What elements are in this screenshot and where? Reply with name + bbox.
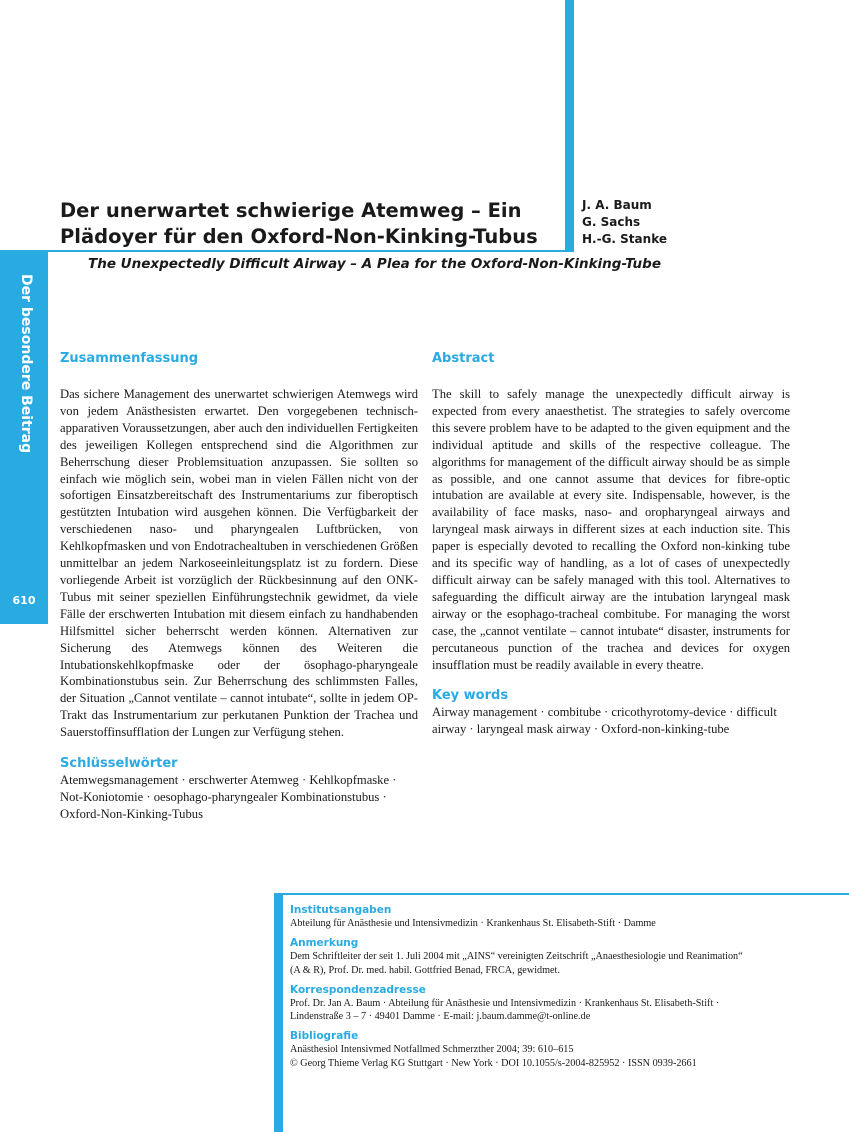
section-side-tab-label: Der besondere Beitrag xyxy=(18,274,34,454)
english-abstract-column xyxy=(432,350,790,738)
note-line: Dem Schriftleiter der seit 1. Juli 2004 mit „AINS“ vereinigten Zeitschrift „Anaesthesiologie und Reanimation“ xyxy=(290,951,743,963)
correspondence-line: Lindenstraße 3 – 7 · 49401 Damme · E-mail: j.baum.damme@t-online.de xyxy=(290,1011,591,1023)
bibliography-heading: Bibliografie xyxy=(290,1030,359,1043)
german-abstract-body: Das sichere Management des unerwartet schwierigen Atemwegs wird von jedem Anästhesisten erwartet. Den vorgegebenen technisch-apparativen Voraussetzungen, aber auch den individuellen Fertigkeiten des jeweiligen Kollegen entsprechend sind die Algorithmen zur Beherrschung dieser Problemsituation anzupassen. Sie sollten so einfach wie möglich sein, wobei man in vielen Fällen nicht von der sofortigen Einsatzbereitschaft des Instrumentariums zur fiberoptisch gestützten Intubation wird ausgehen können. Die Verfügbarkeit der verschiedenen naso- und pharyngealen Luftbrücken, von Kehlkopfmasken und von Endotrachealtuben in verschiedenen Größen unmittelbar an jedem Narkoseeinleitungsplatz ist zu fordern. Diese vorliegende Arbeit ist vorzüglich der Rückbesinnung auf den ONK-Tubus mit seiner speziellen Einführungstechnik gewidmet, da viele Fälle der erschwerten Intubation mit diesem einfach zu handhabenden Hilfsmittel sicher beherrscht werden können. Alternativen zur Sicherung des Atemwegs können des Weiteren die Intubationskehlkopfmaske oder der ösophago-pharyngeale Kombinationstubus sein. Zur Beherrschung des schlimmsten Falles, der Situation „Cannot ventilate – cannot intubate“, sollte in jedem OP-Trakt das Instrumentarium zur perkutanen Punktion der Trachea und Sauerstoffinsufflation der Lungen zur Verfügung stehen. xyxy=(60,387,418,740)
english-keywords-heading: Key words xyxy=(432,688,509,704)
article-title: Der unerwartet schwierige Atemweg – Ein Plädoyer für den Oxford-Non-Kinking-Tubus xyxy=(60,199,538,248)
institution-section xyxy=(290,904,800,930)
bibliography-line: Anästhesiol Intensivmed Notfallmed Schmerzther 2004; 39: 610–615 xyxy=(290,1044,574,1056)
top-accent-bar xyxy=(565,0,574,251)
title-rule xyxy=(0,250,574,252)
bibliography-line: © Georg Thieme Verlag KG Stuttgart · New York · DOI 10.1055/s-2004-825952 · ISSN 0939-2661 xyxy=(290,1057,697,1069)
correspondence-section xyxy=(290,984,800,1024)
author: J. A. Baum xyxy=(582,198,652,212)
footer-side-bar xyxy=(274,893,283,1132)
page-number: 610 xyxy=(12,594,36,607)
institution-text: Abteilung für Anästhesie und Intensivmedizin · Krankenhaus St. Elisabeth-Stift · Damme xyxy=(290,918,656,929)
author-list xyxy=(582,197,667,248)
english-abstract-heading: Abstract xyxy=(432,351,495,366)
correspondence-heading: Korrespondenzadresse xyxy=(290,983,426,996)
footer-top-rule xyxy=(274,893,849,895)
german-keywords: Atemwegsmanagement · erschwerter Atemweg · Kehlkopfmaske · Not-Koniotomie · oesophago-pharyngealer Kombinationstubus · Oxford-Non-Kinking-Tubus xyxy=(60,773,397,821)
german-abstract-column xyxy=(60,350,418,823)
article-info-box xyxy=(290,904,800,1077)
article-subtitle: The Unexpectedly Difficult Airway – A Plea for the Oxford-Non-Kinking-Tube xyxy=(88,256,661,272)
english-keywords: Airway management · combitube · cricothyrotomy-device · difficult airway · laryngeal mask airway · Oxford-non-kinking-tube xyxy=(432,705,777,737)
author: H.-G. Stanke xyxy=(582,232,667,246)
german-abstract-heading: Zusammenfassung xyxy=(60,351,199,366)
author: G. Sachs xyxy=(582,215,641,229)
institution-heading: Institutsangaben xyxy=(290,904,392,916)
note-section xyxy=(290,937,800,977)
german-keywords-heading: Schlüsselwörter xyxy=(60,756,178,772)
english-abstract-body: The skill to safely manage the unexpectedly difficult airway is expected from every anaesthetist. The strategies to safely overcome this severe problem have to be adapted to the given equipment and the individual aptitude and skills of the respective colleague. The algorithms for management of the difficult airway should be as simple as possible, and one cannot assume that devices for fibre-optic intubation are available at every site. Indispensable, however, is the availability of face masks, naso- and oropharyngeal airways and laryngeal mask airways in different sizes at each induction site. This paper is especially devoted to recalling the Oxford non-kinking tube and its specific way of handling, as a lot of cases of unexpectedly difficult airway can be safely managed with this tool. Alternatives to safeguarding the difficult airway are the intubation laryngeal mask airway or the esophago-tracheal combitube. For managing the worst case, the „cannot ventilate – cannot intubate“ disaster, instruments for percutaneous punction of the trachea and devices for oxygen insufflation must be readily available in every theatre. xyxy=(432,387,790,672)
bibliography-section xyxy=(290,1030,800,1070)
correspondence-line: Prof. Dr. Jan A. Baum · Abteilung für Anästhesie und Intensivmedizin · Krankenhaus St. Elisabeth-Stift · xyxy=(290,997,720,1009)
note-heading: Anmerkung xyxy=(290,937,359,950)
note-line: (A & R), Prof. Dr. med. habil. Gottfried Benad, FRCA, gewidmet. xyxy=(290,964,560,976)
